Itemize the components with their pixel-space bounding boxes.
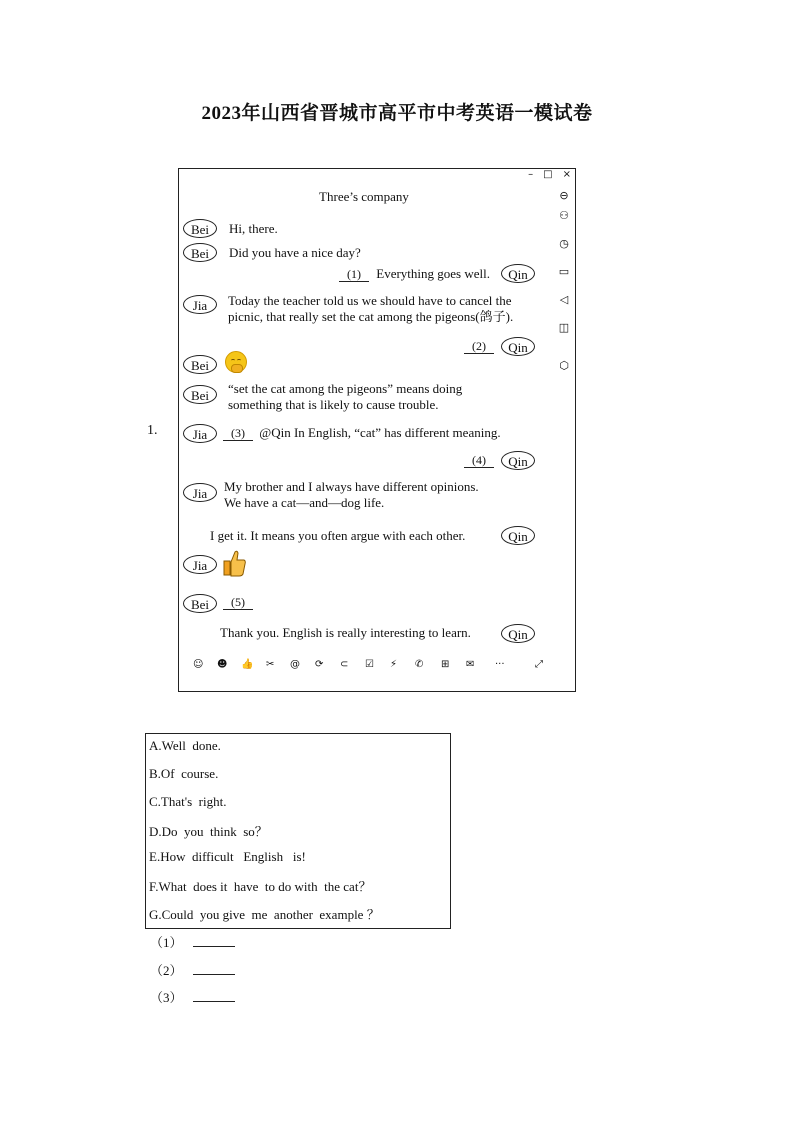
message-line: My brother and I always have different opinions. — [224, 479, 479, 494]
mention-icon[interactable]: @ — [290, 659, 300, 670]
option-b: B.Of course. — [149, 766, 219, 781]
message-text: @Qin In English, “cat” has different meaning. — [259, 425, 501, 440]
answer-blank-2[interactable]: (2) — [464, 339, 494, 354]
message-text: Everything goes well. — [376, 266, 490, 281]
answer-line-1 — [150, 932, 235, 951]
option-a: A.Well done. — [149, 738, 221, 753]
phone-icon[interactable]: ✆ — [415, 659, 424, 670]
message-text: Hi, there. — [229, 221, 278, 236]
speaker-badge-qin: Qin — [501, 264, 535, 283]
minimize-button[interactable]: – — [528, 169, 534, 180]
message-text — [228, 381, 462, 413]
speaker-badge-jia: Jia — [183, 424, 217, 443]
scissors-icon[interactable]: ✂ — [266, 659, 275, 670]
speaker-badge-bei: Bei — [183, 355, 217, 374]
answer-label: （1） — [150, 935, 183, 950]
option-c: C.That's right. — [149, 794, 227, 809]
speaker-badge-qin: Qin — [501, 624, 535, 643]
quote-icon[interactable]: ⊂ — [340, 659, 349, 670]
maximize-button[interactable]: □ — [543, 169, 553, 180]
message-line: We have a cat—and—dog life. — [224, 495, 385, 510]
expand-icon[interactable]: ⤢ — [535, 659, 543, 670]
speaker-badge-jia: Jia — [183, 483, 217, 502]
message-line: picnic, that really set the cat among the pigeons(鸽子). — [228, 309, 514, 324]
checkbox-icon[interactable]: ☑ — [365, 659, 374, 670]
message-line: Today the teacher told us we should have to cancel the — [228, 293, 512, 308]
chat-title: Three’s company — [319, 189, 409, 204]
answer-blank-4[interactable]: (4) — [464, 453, 494, 468]
page-title: 2023年山西省晋城市高平市中考英语一模试卷 — [201, 103, 593, 124]
mail-icon[interactable]: ✉ — [466, 659, 475, 670]
chat-window — [178, 168, 576, 692]
add-user-icon[interactable]: ⚇ — [559, 209, 569, 222]
answer-blank-5[interactable]: (5) — [223, 595, 253, 610]
speaker-badge-bei: Bei — [183, 219, 217, 238]
answer-blank-1[interactable]: (1) — [339, 267, 369, 282]
refresh-icon[interactable]: ⟳ — [315, 659, 324, 670]
speaker-badge-qin: Qin — [501, 337, 535, 356]
speaker-badge-jia: Jia — [183, 555, 217, 574]
message-text: Did you have a nice day? — [229, 245, 361, 260]
cube-icon[interactable]: ⬡ — [559, 359, 569, 372]
message-text: I get it. It means you often argue with each other. — [210, 528, 466, 543]
close-button[interactable]: × — [562, 169, 571, 180]
message-row — [223, 425, 501, 441]
speaker-badge-jia: Jia — [183, 295, 217, 314]
speaker-badge-qin: Qin — [501, 526, 535, 545]
option-e: E.How difficult English is! — [149, 849, 306, 864]
megaphone-icon[interactable]: ◁ — [559, 293, 569, 306]
options-box — [145, 733, 451, 929]
option-d: D.Do you think so？ — [149, 824, 268, 839]
message-text: Thank you. English is really interesting to learn. — [220, 625, 471, 640]
speaker-badge-bei: Bei — [183, 385, 217, 404]
tv-icon[interactable]: ◫ — [558, 321, 570, 334]
speaker-badge-bei: Bei — [183, 243, 217, 262]
message-text — [228, 293, 513, 325]
question-number: 1. — [147, 423, 158, 438]
answer-line-2 — [150, 960, 235, 979]
message-row — [339, 266, 490, 282]
answer-field-3[interactable] — [193, 991, 235, 1002]
message-line: “set the cat among the pigeons” means doing — [228, 381, 463, 396]
answer-blank-3[interactable]: (3) — [223, 426, 253, 441]
folder-icon[interactable]: ▭ — [558, 265, 570, 278]
clock-icon[interactable]: ◷ — [559, 237, 569, 250]
option-f: F.What does it have to do with the cat？ — [149, 879, 372, 894]
emoji-icon[interactable]: ☺ — [193, 659, 204, 670]
like-icon[interactable]: 👍 — [241, 659, 254, 670]
answer-line-3 — [150, 987, 235, 1006]
grid-icon[interactable]: ⊞ — [441, 659, 450, 670]
answer-field-2[interactable] — [193, 964, 235, 975]
chat-toolbar — [193, 659, 553, 673]
yawn-emoji-icon — [225, 351, 247, 373]
more-icon[interactable]: ··· — [495, 659, 505, 670]
speaker-badge-qin: Qin — [501, 451, 535, 470]
lightning-icon[interactable]: ⚡ — [390, 659, 398, 670]
answer-label: （3） — [150, 990, 183, 1005]
answer-field-1[interactable] — [193, 936, 235, 947]
minus-circle-icon[interactable]: ⊖ — [559, 189, 569, 202]
answer-label: （2） — [150, 963, 183, 978]
option-g: G.Could you give me another example ？ — [149, 907, 380, 922]
speaker-badge-bei: Bei — [183, 594, 217, 613]
sticker-icon[interactable]: ☻ — [217, 659, 228, 670]
message-text — [224, 479, 479, 511]
message-line: something that is likely to cause trouble. — [228, 397, 439, 412]
thumbs-up-icon — [223, 549, 247, 577]
window-controls — [528, 169, 571, 180]
